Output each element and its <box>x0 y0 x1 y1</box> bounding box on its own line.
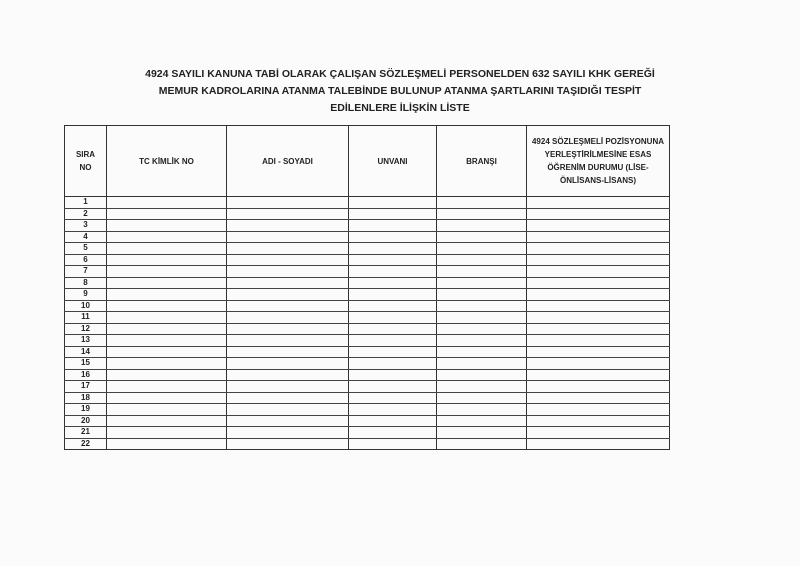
table-row <box>65 346 670 358</box>
unvani-cell[interactable] <box>349 381 437 393</box>
unvani-cell[interactable] <box>349 312 437 324</box>
ogrenim-durumu-cell[interactable] <box>527 254 670 266</box>
row-number: 4 <box>65 231 107 243</box>
ogrenim-durumu-cell[interactable] <box>527 346 670 358</box>
bransi-cell[interactable] <box>437 266 527 278</box>
unvani-cell[interactable] <box>349 369 437 381</box>
adi-soyadi-cell[interactable] <box>227 392 349 404</box>
row-number: 18 <box>65 392 107 404</box>
title-line-1: 4924 SAYILI KANUNA TABİ OLARAK ÇALIŞAN SÖZLEŞMELİ PERSONELDEN 632 SAYILI KHK GEREĞİ <box>145 68 655 80</box>
bransi-cell[interactable] <box>437 346 527 358</box>
adi-soyadi-cell[interactable] <box>227 289 349 301</box>
adi-soyadi-cell[interactable] <box>227 243 349 255</box>
row-number: 14 <box>65 346 107 358</box>
unvani-cell[interactable] <box>349 427 437 439</box>
tc-kimlik-no-cell[interactable] <box>107 392 227 404</box>
unvani-cell[interactable] <box>349 289 437 301</box>
row-number: 17 <box>65 381 107 393</box>
table-row <box>65 427 670 439</box>
unvani-cell[interactable] <box>349 358 437 370</box>
ogrenim-durumu-cell[interactable] <box>527 427 670 439</box>
table-row <box>65 208 670 220</box>
ogrenim-durumu-cell[interactable] <box>527 404 670 416</box>
ogrenim-durumu-cell[interactable] <box>527 369 670 381</box>
document-title <box>80 66 720 117</box>
tc-kimlik-no-cell[interactable] <box>107 335 227 347</box>
table-row <box>65 404 670 416</box>
tc-kimlik-no-cell[interactable] <box>107 427 227 439</box>
ogrenim-durumu-cell[interactable] <box>527 438 670 450</box>
unvani-cell[interactable] <box>349 277 437 289</box>
adi-soyadi-cell[interactable] <box>227 438 349 450</box>
adi-soyadi-cell[interactable] <box>227 323 349 335</box>
table-row <box>65 300 670 312</box>
adi-soyadi-cell[interactable] <box>227 231 349 243</box>
tc-kimlik-no-cell[interactable] <box>107 369 227 381</box>
ogrenim-durumu-cell[interactable] <box>527 197 670 209</box>
header-row <box>65 126 670 197</box>
bransi-cell[interactable] <box>437 415 527 427</box>
bransi-cell[interactable] <box>437 438 527 450</box>
header-tc-kimlik-no: TC KİMLİK NO <box>107 126 227 197</box>
bransi-cell[interactable] <box>437 358 527 370</box>
ogrenim-durumu-cell[interactable] <box>527 358 670 370</box>
tc-kimlik-no-cell[interactable] <box>107 208 227 220</box>
tc-kimlik-no-cell[interactable] <box>107 358 227 370</box>
ogrenim-durumu-cell[interactable] <box>527 266 670 278</box>
row-number: 5 <box>65 243 107 255</box>
bransi-cell[interactable] <box>437 392 527 404</box>
ogrenim-durumu-cell[interactable] <box>527 392 670 404</box>
row-number: 15 <box>65 358 107 370</box>
bransi-cell[interactable] <box>437 404 527 416</box>
adi-soyadi-cell[interactable] <box>227 369 349 381</box>
tc-kimlik-no-cell[interactable] <box>107 289 227 301</box>
tc-kimlik-no-cell[interactable] <box>107 197 227 209</box>
unvani-cell[interactable] <box>349 208 437 220</box>
ogrenim-durumu-cell[interactable] <box>527 300 670 312</box>
bransi-cell[interactable] <box>437 208 527 220</box>
table-row <box>65 369 670 381</box>
title-line-3: EDİLENLERE İLİŞKİN LİSTE <box>330 102 470 114</box>
row-number: 12 <box>65 323 107 335</box>
table-row <box>65 335 670 347</box>
ogrenim-durumu-cell[interactable] <box>527 208 670 220</box>
unvani-cell[interactable] <box>349 197 437 209</box>
table-row <box>65 323 670 335</box>
adi-soyadi-cell[interactable] <box>227 415 349 427</box>
ogrenim-durumu-cell[interactable] <box>527 231 670 243</box>
tc-kimlik-no-cell[interactable] <box>107 415 227 427</box>
table-row <box>65 358 670 370</box>
ogrenim-durumu-cell[interactable] <box>527 323 670 335</box>
unvani-cell[interactable] <box>349 346 437 358</box>
header-bransi: BRANŞI <box>437 126 527 197</box>
tc-kimlik-no-cell[interactable] <box>107 438 227 450</box>
adi-soyadi-cell[interactable] <box>227 300 349 312</box>
table-row <box>65 243 670 255</box>
table-row <box>65 197 670 209</box>
adi-soyadi-cell[interactable] <box>227 312 349 324</box>
table-row <box>65 289 670 301</box>
personnel-list-table <box>64 125 670 450</box>
unvani-cell[interactable] <box>349 404 437 416</box>
adi-soyadi-cell[interactable] <box>227 427 349 439</box>
row-number: 20 <box>65 415 107 427</box>
unvani-cell[interactable] <box>349 254 437 266</box>
unvani-cell[interactable] <box>349 323 437 335</box>
bransi-cell[interactable] <box>437 335 527 347</box>
row-number: 3 <box>65 220 107 232</box>
tc-kimlik-no-cell[interactable] <box>107 346 227 358</box>
bransi-cell[interactable] <box>437 220 527 232</box>
row-number: 2 <box>65 208 107 220</box>
tc-kimlik-no-cell[interactable] <box>107 300 227 312</box>
bransi-cell[interactable] <box>437 300 527 312</box>
table-row <box>65 266 670 278</box>
row-number: 19 <box>65 404 107 416</box>
header-adi-soyadi: ADI - SOYADI <box>227 126 349 197</box>
ogrenim-durumu-cell[interactable] <box>527 220 670 232</box>
bransi-cell[interactable] <box>437 197 527 209</box>
row-number: 1 <box>65 197 107 209</box>
adi-soyadi-cell[interactable] <box>227 358 349 370</box>
row-number: 7 <box>65 266 107 278</box>
tc-kimlik-no-cell[interactable] <box>107 277 227 289</box>
ogrenim-durumu-cell[interactable] <box>527 277 670 289</box>
row-number: 8 <box>65 277 107 289</box>
row-number: 9 <box>65 289 107 301</box>
adi-soyadi-cell[interactable] <box>227 266 349 278</box>
adi-soyadi-cell[interactable] <box>227 254 349 266</box>
ogrenim-durumu-cell[interactable] <box>527 381 670 393</box>
table-row <box>65 231 670 243</box>
bransi-cell[interactable] <box>437 277 527 289</box>
tc-kimlik-no-cell[interactable] <box>107 231 227 243</box>
ogrenim-durumu-cell[interactable] <box>527 335 670 347</box>
row-number: 13 <box>65 335 107 347</box>
unvani-cell[interactable] <box>349 300 437 312</box>
bransi-cell[interactable] <box>437 243 527 255</box>
adi-soyadi-cell[interactable] <box>227 346 349 358</box>
table-row <box>65 438 670 450</box>
tc-kimlik-no-cell[interactable] <box>107 243 227 255</box>
adi-soyadi-cell[interactable] <box>227 381 349 393</box>
adi-soyadi-cell[interactable] <box>227 335 349 347</box>
ogrenim-durumu-cell[interactable] <box>527 415 670 427</box>
tc-kimlik-no-cell[interactable] <box>107 312 227 324</box>
adi-soyadi-cell[interactable] <box>227 197 349 209</box>
tc-kimlik-no-cell[interactable] <box>107 404 227 416</box>
adi-soyadi-cell[interactable] <box>227 277 349 289</box>
bransi-cell[interactable] <box>437 254 527 266</box>
row-number: 22 <box>65 438 107 450</box>
row-number: 11 <box>65 312 107 324</box>
unvani-cell[interactable] <box>349 415 437 427</box>
row-number: 21 <box>65 427 107 439</box>
unvani-cell[interactable] <box>349 392 437 404</box>
table-row <box>65 277 670 289</box>
tc-kimlik-no-cell[interactable] <box>107 323 227 335</box>
bransi-cell[interactable] <box>437 427 527 439</box>
tc-kimlik-no-cell[interactable] <box>107 254 227 266</box>
table-row <box>65 392 670 404</box>
ogrenim-durumu-cell[interactable] <box>527 289 670 301</box>
header-unvani: UNVANI <box>349 126 437 197</box>
row-number: 6 <box>65 254 107 266</box>
bransi-cell[interactable] <box>437 312 527 324</box>
table-row <box>65 312 670 324</box>
unvani-cell[interactable] <box>349 266 437 278</box>
bransi-cell[interactable] <box>437 369 527 381</box>
bransi-cell[interactable] <box>437 323 527 335</box>
table-row <box>65 381 670 393</box>
tc-kimlik-no-cell[interactable] <box>107 381 227 393</box>
adi-soyadi-cell[interactable] <box>227 404 349 416</box>
ogrenim-durumu-cell[interactable] <box>527 312 670 324</box>
adi-soyadi-cell[interactable] <box>227 220 349 232</box>
unvani-cell[interactable] <box>349 243 437 255</box>
unvani-cell[interactable] <box>349 231 437 243</box>
bransi-cell[interactable] <box>437 231 527 243</box>
tc-kimlik-no-cell[interactable] <box>107 266 227 278</box>
table-row <box>65 220 670 232</box>
adi-soyadi-cell[interactable] <box>227 208 349 220</box>
unvani-cell[interactable] <box>349 335 437 347</box>
bransi-cell[interactable] <box>437 381 527 393</box>
ogrenim-durumu-cell[interactable] <box>527 243 670 255</box>
row-number: 10 <box>65 300 107 312</box>
table-row <box>65 415 670 427</box>
unvani-cell[interactable] <box>349 438 437 450</box>
table-row <box>65 254 670 266</box>
title-line-2: MEMUR KADROLARINA ATANMA TALEBİNDE BULUNUP ATANMA ŞARTLARINI TAŞIDIĞI TESPİT <box>158 85 642 97</box>
bransi-cell[interactable] <box>437 289 527 301</box>
unvani-cell[interactable] <box>349 220 437 232</box>
header-sira-no: SIRA NO <box>65 126 107 197</box>
tc-kimlik-no-cell[interactable] <box>107 220 227 232</box>
header-ogrenim-durumu: 4924 SÖZLEŞMELİ POZİSYONUNA YERLEŞTİRİLMESİNE ESAS ÖĞRENİM DURUMU (LİSE-ÖNLİSANS-LİSANS) <box>527 126 670 197</box>
row-number: 16 <box>65 369 107 381</box>
